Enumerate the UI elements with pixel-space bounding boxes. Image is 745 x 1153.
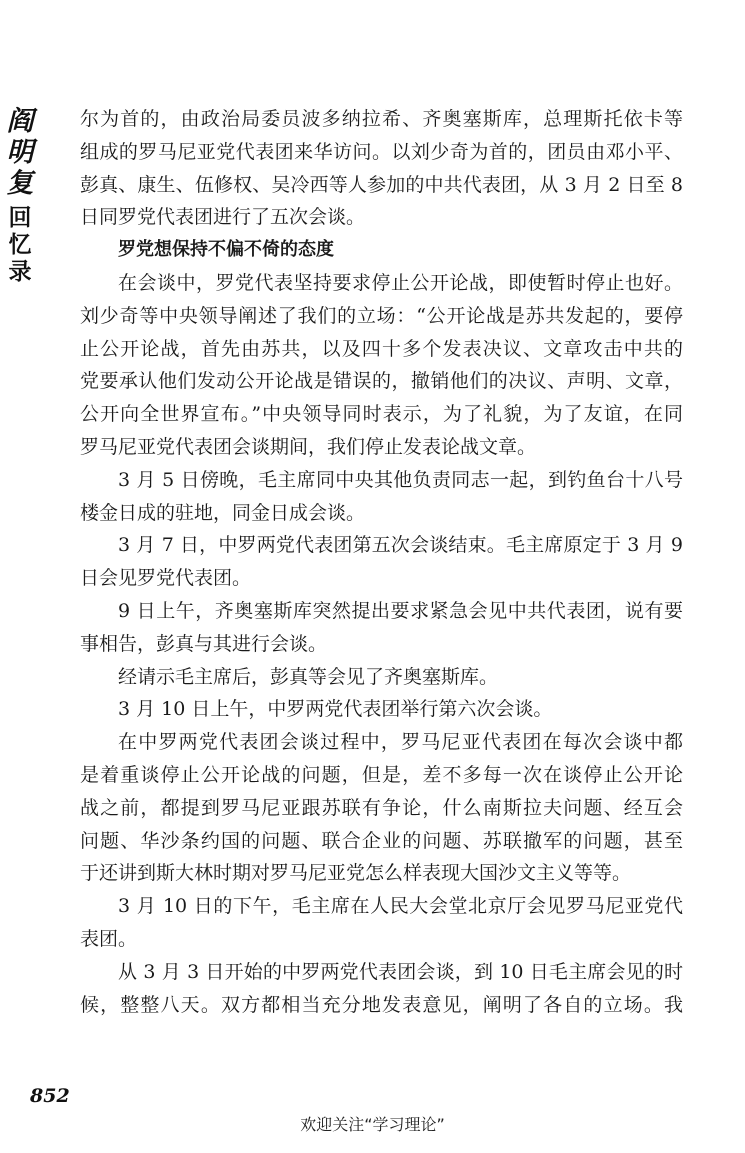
page-body [80,103,683,1021]
text-line: 日同罗党代表团进行了五次会谈。 [80,206,366,229]
text-line: 事相告，彭真与其进行会谈。 [80,632,328,655]
text-line: 候，整整八天。双方都相当充分地发表意见，阐明了各自的立场。我 [80,993,683,1016]
book-title-author [7,108,34,201]
text-line: 日会见罗党代表团。 [80,567,252,590]
text-line: 公开向全世界宣布。”中央领导同时表示，为了礼貌，为了友谊，在同 [80,403,683,426]
text-line: 是着重谈停止公开论战的问题，但是，差不多每一次在谈停止公开论 [80,763,683,786]
text-line: 9 日上午，齐奥塞斯库突然提出要求紧急会见中共代表团，说有要 [118,599,683,622]
text-line: 经请示毛主席后，彭真等会见了齐奥塞斯库。 [118,665,499,688]
text-line: 3 月 7 日，中罗两党代表团第五次会谈结束。毛主席原定于 3 月 9 [118,534,683,557]
title-char: 复 [6,168,34,199]
text-line: 楼金日成的驻地，同金日成会谈。 [80,501,366,524]
text-line: 罗马尼亚党代表团会谈期间，我们停止发表论战文章。 [80,435,537,458]
text-line: 组成的罗马尼亚党代表团来华访问。以刘少奇为首的，团员由邓小平、 [80,140,683,163]
text-line: 止公开论战，首先由苏共，以及四十多个发表决议、文章攻击中共的 [80,337,683,360]
section-heading: 罗党想保持不偏不倚的态度 [118,239,334,261]
text-line: 3 月 5 日傍晚，毛主席同中央其他负责同志一起，到钓鱼台十八号 [118,468,683,491]
text-line: 3 月 10 日的下午，毛主席在人民大会堂北京厅会见罗马尼亚党代 [118,895,683,918]
text-line: 问题、华沙条约国的问题、联合企业的问题、苏联撤军的问题，甚至 [80,829,683,852]
text-line: 在中罗两党代表团会谈过程中，罗马尼亚代表团在每次会谈中都 [118,731,683,754]
text-line: 党要承认他们发动公开论战是错误的，撤销他们的决议、声明、文章， [80,370,683,393]
title-char: 忆 [8,232,32,258]
book-title-vertical [3,108,37,288]
book-title-subtitle [9,207,32,288]
title-char: 阎 [6,106,34,137]
text-line: 表团。 [80,927,138,950]
text-line: 战之前，都提到罗马尼亚跟苏联有争论，什么南斯拉夫问题、经互会 [80,796,683,819]
text-line: 彭真、康生、伍修权、吴冷西等人参加的中共代表团，从 3 月 2 日至 8 [80,173,683,196]
text-line: 3 月 10 日上午，中罗两党代表团举行第六次会谈。 [118,698,553,721]
text-line: 从 3 月 3 日开始的中罗两党代表团会谈，到 10 日毛主席会见的时 [118,960,683,983]
text-line: 在会谈中，罗党代表坚持要求停止公开论战，即使暂时停止也好。 [118,271,683,294]
text-line: 于还讲到斯大林时期对罗马尼亚党怎么样表现大国沙文主义等等。 [80,862,632,885]
page-number: 852 [30,1085,70,1107]
title-char: 录 [8,259,32,285]
footer-watermark-text: 欢迎关注“学习理论” [300,1115,445,1134]
title-char: 回 [8,205,32,231]
text-line: 尔为首的，由政治局委员波多纳拉希、齐奥塞斯库，总理斯托依卡等 [80,108,683,130]
title-char: 明 [6,137,34,168]
text-line: 刘少奇等中央领导阐述了我们的立场：“公开论战是苏共发起的，要停 [80,304,683,327]
